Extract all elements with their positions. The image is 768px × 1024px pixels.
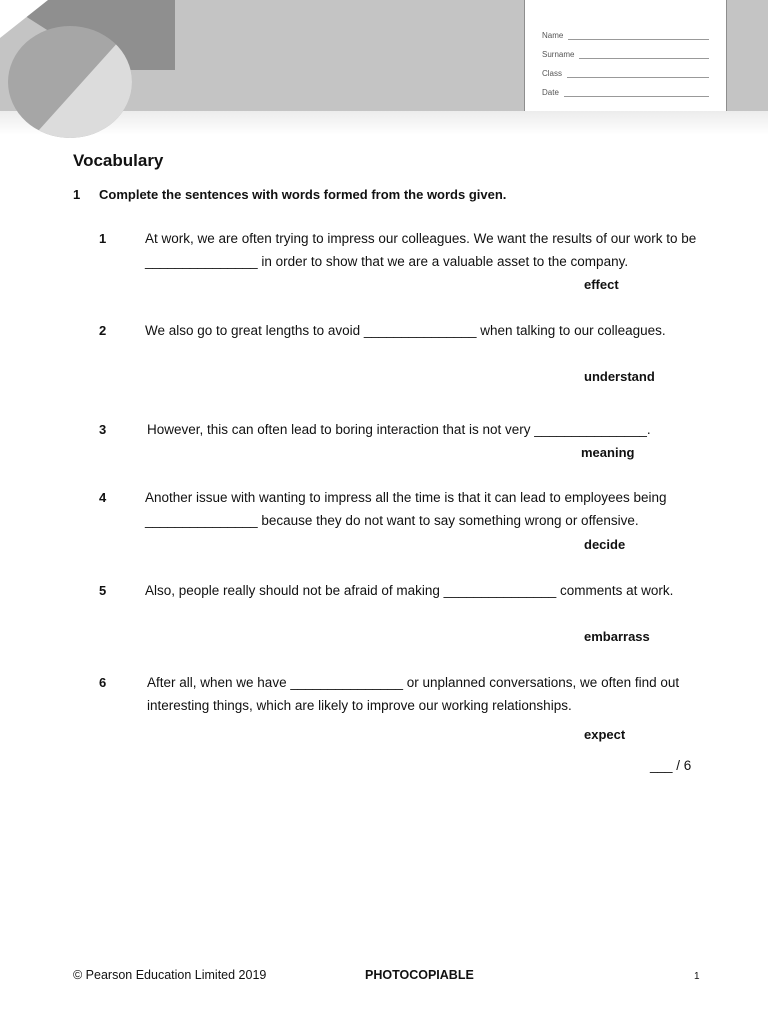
question-number: 1 <box>99 231 107 246</box>
surname-line <box>579 49 709 59</box>
name-line <box>568 30 709 40</box>
question-number: 6 <box>99 675 107 690</box>
surname-label: Surname <box>542 50 575 59</box>
surname-field[interactable] <box>542 47 709 59</box>
footer-photocopiable: PHOTOCOPIABLE <box>365 968 474 982</box>
root-word: understand <box>584 369 655 384</box>
class-line <box>567 68 709 78</box>
question-text[interactable]: However, this can often lead to boring interaction that is not very _______________. <box>147 422 651 437</box>
root-word: meaning <box>581 445 635 460</box>
exercise-instruction: Complete the sentences with words formed from the words given. <box>99 187 507 202</box>
date-line <box>564 87 709 97</box>
root-word: decide <box>584 537 626 552</box>
page-number: 1 <box>694 971 700 982</box>
question-text[interactable]: After all, when we have _______________ or unplanned conversations, we often find out interesting things, which are likely to improve our working relationships. <box>147 675 680 713</box>
footer-copyright: © Pearson Education Limited 2019 <box>73 968 267 982</box>
class-field[interactable] <box>542 66 709 78</box>
date-field[interactable] <box>542 85 709 97</box>
question-text[interactable]: Another issue with wanting to impress all the time is that it can lead to employees being _______________ because they do not want to say something wrong or offensive. <box>145 490 667 528</box>
score-total: ___ / 6 <box>650 758 692 773</box>
question-number: 5 <box>99 583 107 598</box>
question-text[interactable]: We also go to great lengths to avoid _______________ when talking to our colleagues. <box>145 323 666 338</box>
root-word: expect <box>584 727 626 742</box>
class-label: Class <box>542 69 563 78</box>
root-word: effect <box>584 277 619 292</box>
question-text[interactable]: At work, we are often trying to impress our colleagues. We want the results of our work to be _______________ in order to show that we are a valuable asset to the company. <box>145 231 697 269</box>
name-field[interactable] <box>542 28 709 40</box>
publisher-logo-icon <box>0 0 175 140</box>
question-text[interactable]: Also, people really should not be afraid of making _______________ comments at work. <box>145 583 674 598</box>
question-number: 2 <box>99 323 107 338</box>
name-label: Name <box>542 31 564 40</box>
date-label: Date <box>542 88 559 97</box>
question-number: 4 <box>99 490 107 505</box>
student-details-box <box>524 0 727 111</box>
exercise-number: 1 <box>73 187 81 202</box>
section-title: Vocabulary <box>73 151 164 170</box>
question-number: 3 <box>99 422 107 437</box>
root-word: embarrass <box>584 629 650 644</box>
